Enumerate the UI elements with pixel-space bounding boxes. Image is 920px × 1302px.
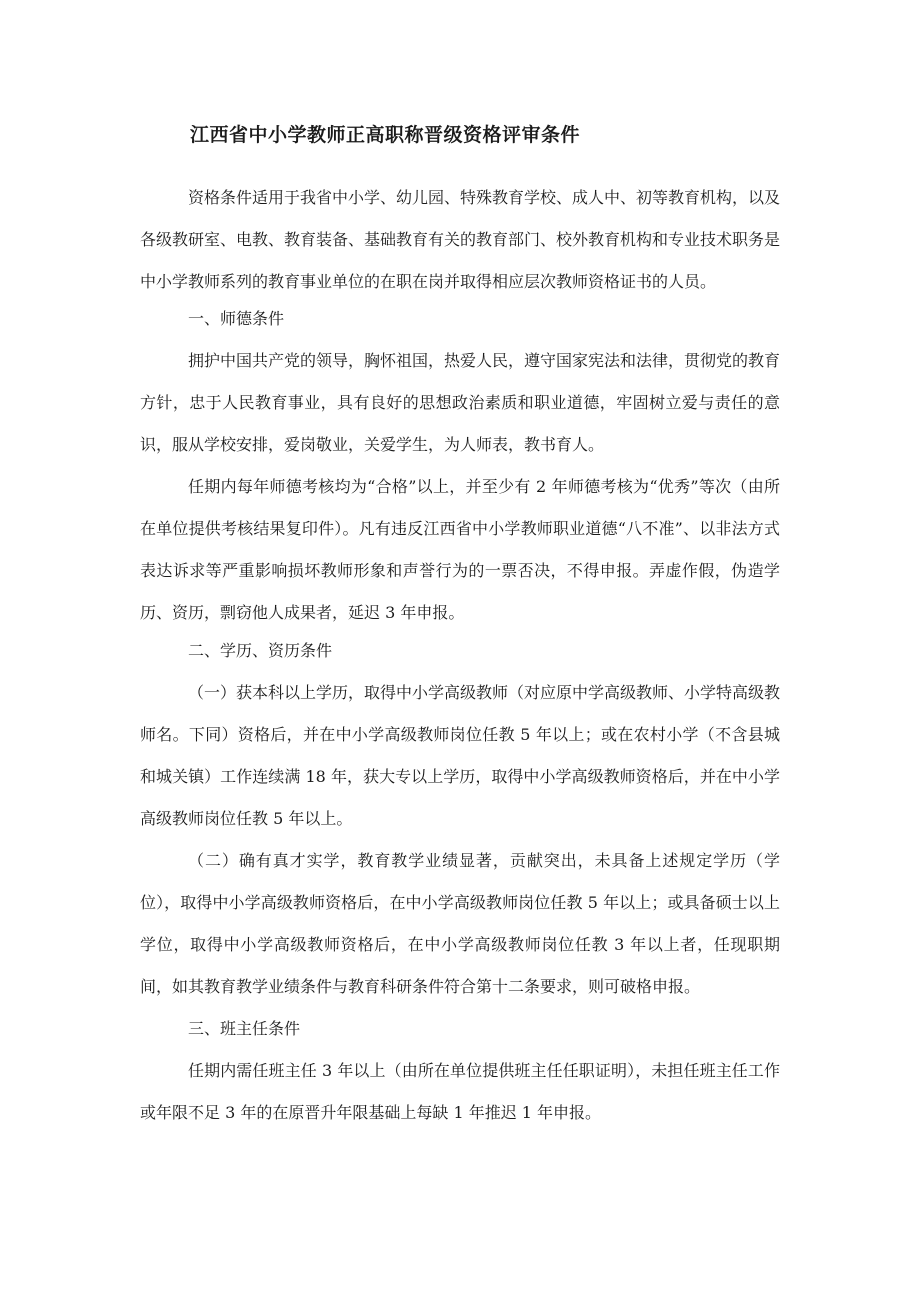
education-paragraph-2: （二）确有真才实学，教育教学业绩显著，贡献突出，未具备上述规定学历（学位），取得中小学高级教师资格后，在中小学高级教师岗位任教 5 年以上；或具备硕士以上学位，取得中小学高级教师资格后，在中小学高级教师岗位任教 3 年以上者，任现职期间，如其教育教学业绩条件与教育科研条件符合第十二条要求，则可破格申报。 [140, 851, 780, 996]
ethics-paragraph-2: 任期内每年师德考核均为“合格”以上，并至少有 2 年师德考核为“优秀”等次（由所在单位提供考核结果复印件）。凡有违反江西省中小学教师职业道德“八不准”、以非法方式表达诉求等严重影响损坏教师形象和声誉行为的一票否决，不得申报。弄虚作假，伪造学历、资历，剽窃他人成果者，延迟 3 年申报。 [140, 477, 780, 622]
intro-paragraph: 资格条件适用于我省中小学、幼儿园、特殊教育学校、成人中、初等教育机构，以及各级教研室、电教、教育装备、基础教育有关的教育部门、校外教育机构和专业技术职务是中小学教师系列的教育事业单位的在职在岗并取得相应层次教师资格证书的人员。 [140, 188, 781, 291]
document-title: 江西省中小学教师正高职称晋级资格评审条件 [190, 124, 581, 146]
section-heading-class-teacher: 三、班主任条件 [188, 1019, 301, 1038]
section-heading-ethics: 一、师德条件 [188, 309, 285, 328]
section-heading-education: 二、学历、资历条件 [188, 641, 333, 660]
ethics-paragraph-1: 拥护中国共产党的领导，胸怀祖国，热爱人民，遵守国家宪法和法律，贯彻党的教育方针，忠于人民教育事业，具有良好的思想政治素质和职业道德，牢固树立爱与责任的意识，服从学校安排，爱岗敬业，关爱学生，为人师表，教书育人。 [140, 351, 781, 454]
education-paragraph-1: （一）获本科以上学历，取得中小学高级教师（对应原中学高级教师、小学特高级教师名。下同）资格后，并在中小学高级教师岗位任教 5 年以上；或在农村小学（不含县城和城关镇）工作连续满 18 年，获大专以上学历，取得中小学高级教师资格后，并在中小学高级教师岗位任教 5 年以上。 [140, 683, 781, 828]
class-teacher-paragraph: 任期内需任班主任 3 年以上（由所在单位提供班主任任职证明），未担任班主任工作或年限不足 3 年的在原晋升年限基础上每缺 1 年推迟 1 年申报。 [140, 1061, 780, 1122]
